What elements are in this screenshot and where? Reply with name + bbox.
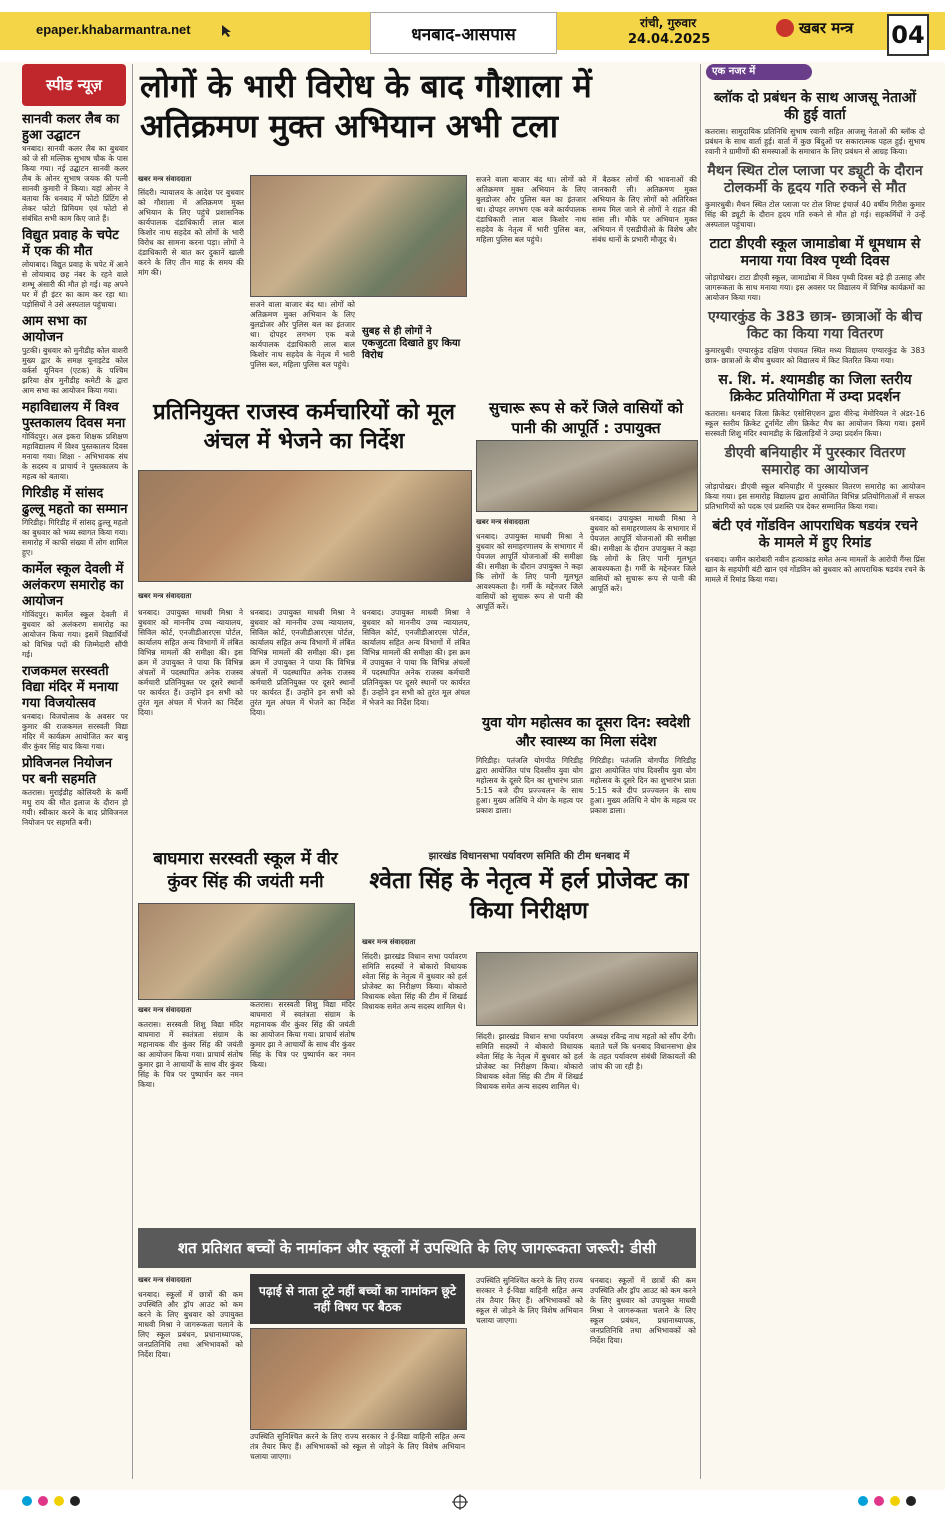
left-news-body: कतरास। मुराईडीह कोलियरी के कर्मी मथु राय की मौत इलाज के दौरान हो गयी। स्वीकार करने के बाद प्रोविजनल नियोजन पर सहमति बनी। (22, 788, 128, 827)
story4-body-2: गिरिडीह। पतंजलि योगपीठ गिरिडीह द्वारा आयोजित पांच दिवसीय युवा योग महोत्सव के दूसरे दिन का शुभारंभ प्रातः 5:15 बजे दीप प्रज्ज्वलन के साथ हुआ। मुख्य अतिथि ने योग के महत्व पर प्रकाश डाला। (590, 756, 696, 815)
story5-photo (138, 903, 355, 1000)
story7-body-2: उपस्थिति सुनिश्चित करने के लिए राज्य सरकार ने ई-विद्या वाहिनी सहित अन्य तंत्र तैयार किए हैं। अभिभावकों को स्कूल से जोड़ने के लिए विशेष अभियान चलाया जाएगा। (250, 1432, 465, 1461)
at-a-glance-tag: एक नजर में (706, 64, 812, 80)
left-news-column (22, 108, 128, 1478)
left-news-body: गिरिडीह। गिरिडीह में सांसद ढुल्लू महतो का बुधवार को भव्य स्वागत किया गया। समारोह में काफी संख्या में लोग शामिल हुए। (22, 518, 128, 557)
lead-headline[interactable]: लोगों के भारी विरोध के बाद गौशाला में अतिक्रमण मुक्त अभियान अभी टला (140, 67, 592, 145)
brand-name: खबर मन्त्र (799, 19, 854, 37)
left-news-body: धनबाद। विजयोत्सव के अवसर पर कुमार की राजकमल सरस्वती विद्या मंदिर में कार्यक्रम आयोजित कर बाबू वीर कुंवर सिंह याद किया गया। (22, 712, 128, 751)
left-news-title[interactable]: गिरिडीह में सांसद ढुल्लू महतो का सम्मान (22, 486, 128, 517)
print-footer (0, 1490, 945, 1517)
color-registration-right (858, 1496, 916, 1506)
lead-byline: खबर मन्त्र संवाददाता (138, 175, 192, 183)
left-news-title[interactable]: राजकमल सरस्वती विद्या मंदिर में मनाया गया विजयोत्सव (22, 664, 119, 711)
column-divider (132, 64, 133, 1479)
right-news-body: कतरास। धनबाद जिला क्रिकेट एसोसिएशन द्वारा वीरेन्द्र मेमोरियल ने अंडर-16 स्कूल स्तरीय क्रिकेट टूर्नामेंट लीग क्रिकेट मैच का आयोजन किया गया। इसमें सरस्वती शिशु मंदिर श्यामडीह के खिलाड़ियों ने उम्दा प्रदर्शन किया। (705, 409, 925, 438)
page-number: 04 (887, 14, 929, 56)
right-news-title[interactable]: टाटा डीएवी स्कूल जामाडोबा में धूमधाम से मनाया गया विश्व पृथ्वी दिवस (709, 236, 921, 269)
magenta-dot (874, 1496, 884, 1506)
left-news-title[interactable]: प्रोविजनल नियोजन पर बनी सहमति (22, 756, 112, 787)
crosshair-icon (452, 1494, 468, 1510)
right-news-body: कुमारधुबी। मैथन स्थित टोल प्लाजा पर टोल शिफ्ट इंचार्ज 40 वर्षीय गिरीश कुमार सिंह की ड्यूटी के दौरान हृदय गति रुकने से मौत हो गई। सहकर्मियों ने उन्हें अस्पताल पहुंचाया। (705, 200, 925, 229)
story5-body-1: कतरास। सरस्वती शिशु विद्या मंदिर बाघमारा में स्वतंत्रता संग्राम के महानायक वीर कुंवर सिंह की जयंती का आयोजन किया गया। प्राचार्य संतोष कुमार झा ने आचार्यों के साथ वीर कुंवर सिंह के चित्र पर पुष्पार्चन कर नमन किया। (138, 1020, 243, 1089)
yellow-dot (890, 1496, 900, 1506)
story6-photo (476, 952, 698, 1026)
story7-body-1: धनबाद। स्कूलों में छात्रों की कम उपस्थिति और ड्रॉप आउट को कम करने के लिए बुधवार को उपायुक्त माधवी मिश्रा ने जागरूकता चलाने के लिए स्कूल प्रबंधन, प्रधानाध्यापक, जनप्रतिनिधि तथा अभिभावकों को निर्देश दिया। (138, 1290, 243, 1359)
story6-body-3: अध्यक्ष रविन्द्र नाथ महतो को सौंप देंगी। बताते चलें कि धनबाद विधानसभा क्षेत्र के तहत पर्यावरण संबंधी शिकायतों की जांच की जा रही है। (590, 1032, 696, 1071)
cyan-dot (858, 1496, 868, 1506)
right-news-title[interactable]: एग्यारकुंड के 383 छात्र- छात्राओं के बीच किट का किया गया वितरण (708, 309, 922, 342)
right-news-title[interactable]: डीएवी बनियाहीर में पुरस्कार वितरण समारोह का आयोजन (724, 445, 906, 478)
lead-body-1: सिंदरी। न्यायालय के आदेश पर बुधवार को गौशाला में अतिक्रमण मुक्त अभियान के लिए पहुंचे प्रशासनिक कार्यपालक दंडाधिकारी लाल बाल किशोर नाथ सहदेव को लोगों के भारी विरोध का सामना करना पड़ा। लोगों ने दंडाधिकारी से बात कर दुकानें खाली करने के लिए तीन माह के समय की मांग की। (138, 188, 244, 277)
left-news-title[interactable]: विद्युत प्रवाह के चपेट में एक की मौत (22, 228, 119, 259)
lead-photo (250, 175, 467, 297)
color-registration-left (22, 1496, 80, 1506)
black-dot (70, 1496, 80, 1506)
story6-kicker: झारखंड विधानसभा पर्यावरण समिति की टीम धनबाद में (428, 851, 630, 862)
lead-body-2: सजने वाला बाजार बंद था। लोगों को अतिक्रमण मुक्त अभियान के लिए बुलडोजर और पुलिस बल का इंतजार था। दोपहर लगभग एक बजे कार्यपालक दंडाधिकारी लाल बाल किशोर नाथ सहदेव के नेतृत्व में भारी पुलिस बल, महिला पुलिस बल पहुंचे। (250, 300, 355, 369)
magenta-dot (38, 1496, 48, 1506)
left-news-title[interactable]: आम सभा का आयोजन (22, 314, 87, 345)
story5-byline: खबर मन्त्र संवाददाता (138, 1006, 192, 1014)
left-news-body: गोविंदपुर। कार्मेल स्कूल देवली में बुधवार को अलंकरण समारोह का आयोजन किया गया। इसमें विद्यार्थियों को विभिन्न पदों की जिम्मेदारी सौंपी गई। (22, 610, 128, 659)
story2-body-3: धनबाद। उपायुक्त माधवी मिश्रा ने बुधवार को माननीय उच्च न्यायालय, सिविल कोर्ट, एनजीडीआरएस पोर्टल, कार्यालय सहित अन्य विभागों में लंबित विभिन्न मामलों की समीक्षा की। इस क्रम में उपायुक्त ने पाया कि विभिन्न अंचलों में पदस्थापित अनेक राजस्व कर्मचारी प्रतिनियुक्त पर दूसरे स्थानों पर कार्यरत हैं। उन्होंने इन सभी को तुरंत मूल अंचल में भेजने का निर्देश दिया। (362, 608, 470, 707)
right-news-title[interactable]: मैथन स्थित टोल प्लाजा पर ड्यूटी के दौरान टोलकर्मी के हृदय गति रुकने से मौत (707, 163, 923, 196)
right-news-body: कतरास। सामुदायिक प्रतिनिधि सुभाष रवानी सहित आजसू नेताओं की ब्लॉक दो प्रबंधन के साथ वार्ता हुई। वार्ता में कुछ बिंदुओं पर सकारात्मक पहल हुई। सुभाष रवानी ने ग्रामीणों की समस्याओं के समाधान के लिए प्रबंधन से आग्रह किया। (705, 127, 925, 156)
story2-headline[interactable]: प्रतिनियुक्त राजस्व कर्मचारियों को मूल अंचल में भेजने का निर्देश (153, 400, 455, 454)
edition-city: रांची, गुरुवार (640, 16, 697, 30)
left-news-title[interactable]: कार्मेल स्कूल देवली में अलंकरण समारोह का आयोजन (22, 562, 124, 609)
lead-body-4: में बैठकर लोगों की भावनाओं की जानकारी ली। अतिक्रमण मुक्त अभियान के लिए लोगों को अतिरिक्त समय मिल जाने से लोगों ने राहत की सांस ली। मौके पर अभियान मुक्त अभियान में एसडीपीओ के विशेष और संबंध थानों के प्रभारी मौजूद थे। (592, 175, 697, 244)
story7-body-4: धनबाद। स्कूलों में छात्रों की कम उपस्थिति और ड्रॉप आउट को कम करने के लिए बुधवार को उपायुक्त माधवी मिश्रा ने जागरूकता चलाने के लिए स्कूल प्रबंधन, प्रधानाध्यापक, जनप्रतिनिधि तथा अभिभावकों को निर्देश दिया। (590, 1276, 696, 1345)
story7-photo (250, 1328, 467, 1430)
right-news-body: कुमारधुबी। एग्यारकुंड दक्षिण पंचायत स्थित मध्य विद्यालय एग्यारकुंड के 383 छात्र- छात्राओं के बीच बुधवार को विद्यालय में किट वितरित किया गया। (705, 346, 925, 365)
story6-body-1: सिंदरी। झारखंड विधान सभा पर्यावरण समिति सदस्यों ने बोकारो विधायक श्वेता सिंह के नेतृत्व में बुधवार को हर्ल प्रोजेक्ट का निरीक्षण किया। बोकारो विधायक श्वेता सिंह की टीम में शिखर्ड विधायक समेत अन्य सदस्य शामिल थे। (362, 952, 467, 1011)
story3-body-1: धनबाद। उपायुक्त माधवी मिश्रा ने बुधवार को समाहरणालय के सभागार में पेयजल आपूर्ति योजनाओं की समीक्षा की। समीक्षा के दौरान उपायुक्त ने कहा कि लोगों के लिए पानी मूलभूत आवश्यकता है। गर्मी के मद्देनजर जिले वासियों को सुचारू रूप से पानी की आपूर्ति करें। (476, 532, 583, 611)
right-news-body: जोड़ापोखर। डीएवी स्कूल बनियाहीर में पुरस्कार वितरण समारोह का आयोजन किया गया। इस समारोह विद्यालय द्वारा आयोजित विभिन्न प्रतियोगिताओं में सफल प्रतिभागियों को पदक एवं प्रशस्ति पत्र देकर सम्मानित किया गया। (705, 482, 925, 511)
section-title: धनबाद-आसपास (370, 12, 557, 54)
story6-headline[interactable]: श्वेता सिंह के नेतृत्व में हर्ल प्रोजेक्ट का किया निरीक्षण (369, 868, 689, 924)
story6-byline: खबर मन्त्र संवाददाता (362, 938, 416, 946)
right-news-title[interactable]: बंटी एवं गोंडविन आपराधिक षडयंत्र रचने के मामले में हुए रिमांड (712, 518, 918, 551)
story3-photo (476, 440, 698, 512)
story2-photo (138, 470, 472, 582)
left-news-body: धनबाद। सानवी कलर लैब का बुधवार को जे सी मल्लिक सुभाष चौक के पास किया गया। नई उद्घाटन सानवी कलर लैब के ओनर सुभाष जयक की पत्नी सानवी कुमारी ने किया। यहां ओनर ने बताया कि धनबाद में फोटो प्रिंटिंग से लेकर फोटो प्रिमियम एवं फोटो से संबंधित सभी काम किए जाते हैं। (22, 144, 128, 223)
story7-byline: खबर मन्त्र संवाददाता (138, 1276, 192, 1284)
right-news-column (705, 84, 925, 1479)
brand (776, 18, 853, 38)
cursor-icon (220, 24, 234, 38)
column-divider-right (700, 64, 701, 1479)
story7-body-3: उपस्थिति सुनिश्चित करने के लिए राज्य सरकार ने ई-विद्या वाहिनी सहित अन्य तंत्र तैयार किए हैं। अभिभावकों को स्कूल से जोड़ने के लिए विशेष अभियान चलाया जाएगा। (476, 1276, 583, 1325)
story5-body-2: कतरास। सरस्वती शिशु विद्या मंदिर बाघमारा में स्वतंत्रता संग्राम के महानायक वीर कुंवर सिंह की जयंती का आयोजन किया गया। प्राचार्य संतोष कुमार झा ने आचार्यों के साथ वीर कुंवर सिंह के चित्र पर पुष्पार्चन कर नमन किया। (250, 1000, 355, 1069)
story2-body-2: धनबाद। उपायुक्त माधवी मिश्रा ने बुधवार को माननीय उच्च न्यायालय, सिविल कोर्ट, एनजीडीआरएस पोर्टल, कार्यालय सहित अन्य विभागों में लंबित विभिन्न मामलों की समीक्षा की। इस क्रम में उपायुक्त ने पाया कि विभिन्न अंचलों में पदस्थापित अनेक राजस्व कर्मचारी प्रतिनियुक्त पर दूसरे स्थानों पर कार्यरत हैं। उन्होंने इन सभी को तुरंत मूल अंचल में भेजने का निर्देश दिया। (250, 608, 355, 717)
story4-headline[interactable]: युवा योग महोत्सव का दूसरा दिन: स्वदेशी और स्वास्थ्य का मिला संदेश (482, 715, 690, 750)
story5-headline[interactable]: बाघमारा सरस्वती स्कूल में वीर कुंवर सिंह की जयंती मनी (153, 849, 338, 892)
story3-body-2: धनबाद। उपायुक्त माधवी मिश्रा ने बुधवार को समाहरणालय के सभागार में पेयजल आपूर्ति योजनाओं की समीक्षा की। समीक्षा के दौरान उपायुक्त ने कहा कि लोगों के लिए पानी मूलभूत आवश्यकता है। गर्मी के मद्देनजर जिले वासियों को सुचारू रूप से पानी की आपूर्ति करें। (590, 514, 696, 593)
epaper-url[interactable]: epaper.khabarmantra.net (36, 22, 191, 37)
story6-body-2: सिंदरी। झारखंड विधान सभा पर्यावरण समिति सदस्यों ने बोकारो विधायक श्वेता सिंह के नेतृत्व में बुधवार को हर्ल प्रोजेक्ट का निरीक्षण किया। बोकारो विधायक श्वेता सिंह की टीम में शिखर्ड विधायक समेत अन्य सदस्य शामिल थे। (476, 1032, 583, 1091)
yellow-dot (54, 1496, 64, 1506)
left-news-body: गोविंदपुर। अल इकरा शिक्षक प्रशिक्षण महाविद्यालय में विश्व पुस्तकालय दिवस मनाया गया। शिक्षा - अभिभावक संघ के सदस्य व प्राचार्य ने पुस्तकालय के महत्व को बताया। (22, 432, 128, 481)
left-news-body: पुटकी। बुधवार को मुनीडीह कोल वाशरी मुख्य द्वार के समक्ष यूनाइटेड कोल वर्कर्स यूनियन (एटक) के पश्चिम झरिया क्षेत्र मुनीडीह कमेटी के द्वारा आम सभा का आयोजन किया गया। (22, 346, 128, 395)
left-news-body: लोयाबाद। विद्युत प्रवाह के चपेट में आने से लोयाबाद छह नंबर के रहने वाले शम्भू अंसारी की मौत हो गई। वह अपने घर में ही इंटर का काम कर रहा था। पड़ोसियों ने उसे अस्पताल पहुंचाया। (22, 260, 128, 309)
speed-news-badge: स्पीड न्यूज़ (22, 64, 126, 106)
lead-quote: सुबह से ही लोगों ने एकजुटता दिखाते हुए किया विरोध (362, 326, 461, 361)
story2-body-1: धनबाद। उपायुक्त माधवी मिश्रा ने बुधवार को माननीय उच्च न्यायालय, सिविल कोर्ट, एनजीडीआरएस पोर्टल, कार्यालय सहित अन्य विभागों में लंबित विभिन्न मामलों की समीक्षा की। इस क्रम में उपायुक्त ने पाया कि विभिन्न अंचलों में पदस्थापित अनेक राजस्व कर्मचारी प्रतिनियुक्त पर दूसरे स्थानों पर कार्यरत हैं। उन्होंने इन सभी को तुरंत मूल अंचल में भेजने का निर्देश दिया। (138, 608, 243, 717)
brand-logo-icon (776, 19, 794, 37)
right-news-title[interactable]: ब्लॉक दो प्रबंधन के साथ आजसू नेताओं की हुई वार्ता (713, 90, 916, 123)
right-news-body: जोड़ापोखर। टाटा डीएवी स्कूल, जामाडोबा में विश्व पृथ्वी दिवस बड़े ही उत्साह और जागरूकता के साथ मनाया गया। इस अवसर पर विद्यालय में विभिन्न कार्यक्रमों का आयोजन किया गया। (705, 273, 925, 302)
black-dot (906, 1496, 916, 1506)
edition-date: 24.04.2025 (628, 32, 711, 47)
cyan-dot (22, 1496, 32, 1506)
banner-headline[interactable]: शत प्रतिशत बच्चों के नामांकन और स्कूलों में उपस्थिति के लिए जागरूकता जरूरी: डीसी (138, 1228, 696, 1268)
story2-byline: खबर मन्त्र संवाददाता (138, 592, 192, 600)
left-news-title[interactable]: सानवी कलर लैब का हुआ उद्घाटन (22, 112, 120, 143)
right-news-title[interactable]: स. शि. मं. श्यामडीह का जिला स्तरीय क्रिकेट प्रतियोगिता में उम्दा प्रदर्शन (718, 372, 912, 405)
story3-headline[interactable]: सुचारू रूप से करें जिले वासियों को पानी की आपूर्ति : उपायुक्त (489, 399, 683, 437)
story3-byline: खबर मन्त्र संवाददाता (476, 518, 530, 526)
right-news-body: धनबाद। जमीन कारोबारी नवीन हत्याकांड समेत अन्य मामलों के आरोपी गैंग्स प्रिंस खान के सहयोगी बंटी खान एवं गोंडविन को बुधवार को आपराधिक षडयंत्र रचने के मामले में रिमांड किया गया। (705, 555, 925, 584)
left-news-title[interactable]: महाविद्यालय में विश्व पुस्तकालय दिवस मना (22, 400, 126, 431)
story4-body-1: गिरिडीह। पतंजलि योगपीठ गिरिडीह द्वारा आयोजित पांच दिवसीय युवा योग महोत्सव के दूसरे दिन का शुभारंभ प्रातः 5:15 बजे दीप प्रज्ज्वलन के साथ हुआ। मुख्य अतिथि ने योग के महत्व पर प्रकाश डाला। (476, 756, 583, 815)
lead-body-3: सजने वाला बाजार बंद था। लोगों को अतिक्रमण मुक्त अभियान के लिए बुलडोजर और पुलिस बल का इंतजार था। दोपहर लगभग एक बजे कार्यपालक दंडाधिकारी लाल बाल किशोर नाथ सहदेव के नेतृत्व में भारी पुलिस बल, महिला पुलिस बल पहुंचे। (476, 175, 586, 244)
story7-inset-headline: पढ़ाई से नाता टूटे नहीं बच्चों का नामांकन छूटे नहीं विषय पर बैठक (250, 1274, 465, 1324)
